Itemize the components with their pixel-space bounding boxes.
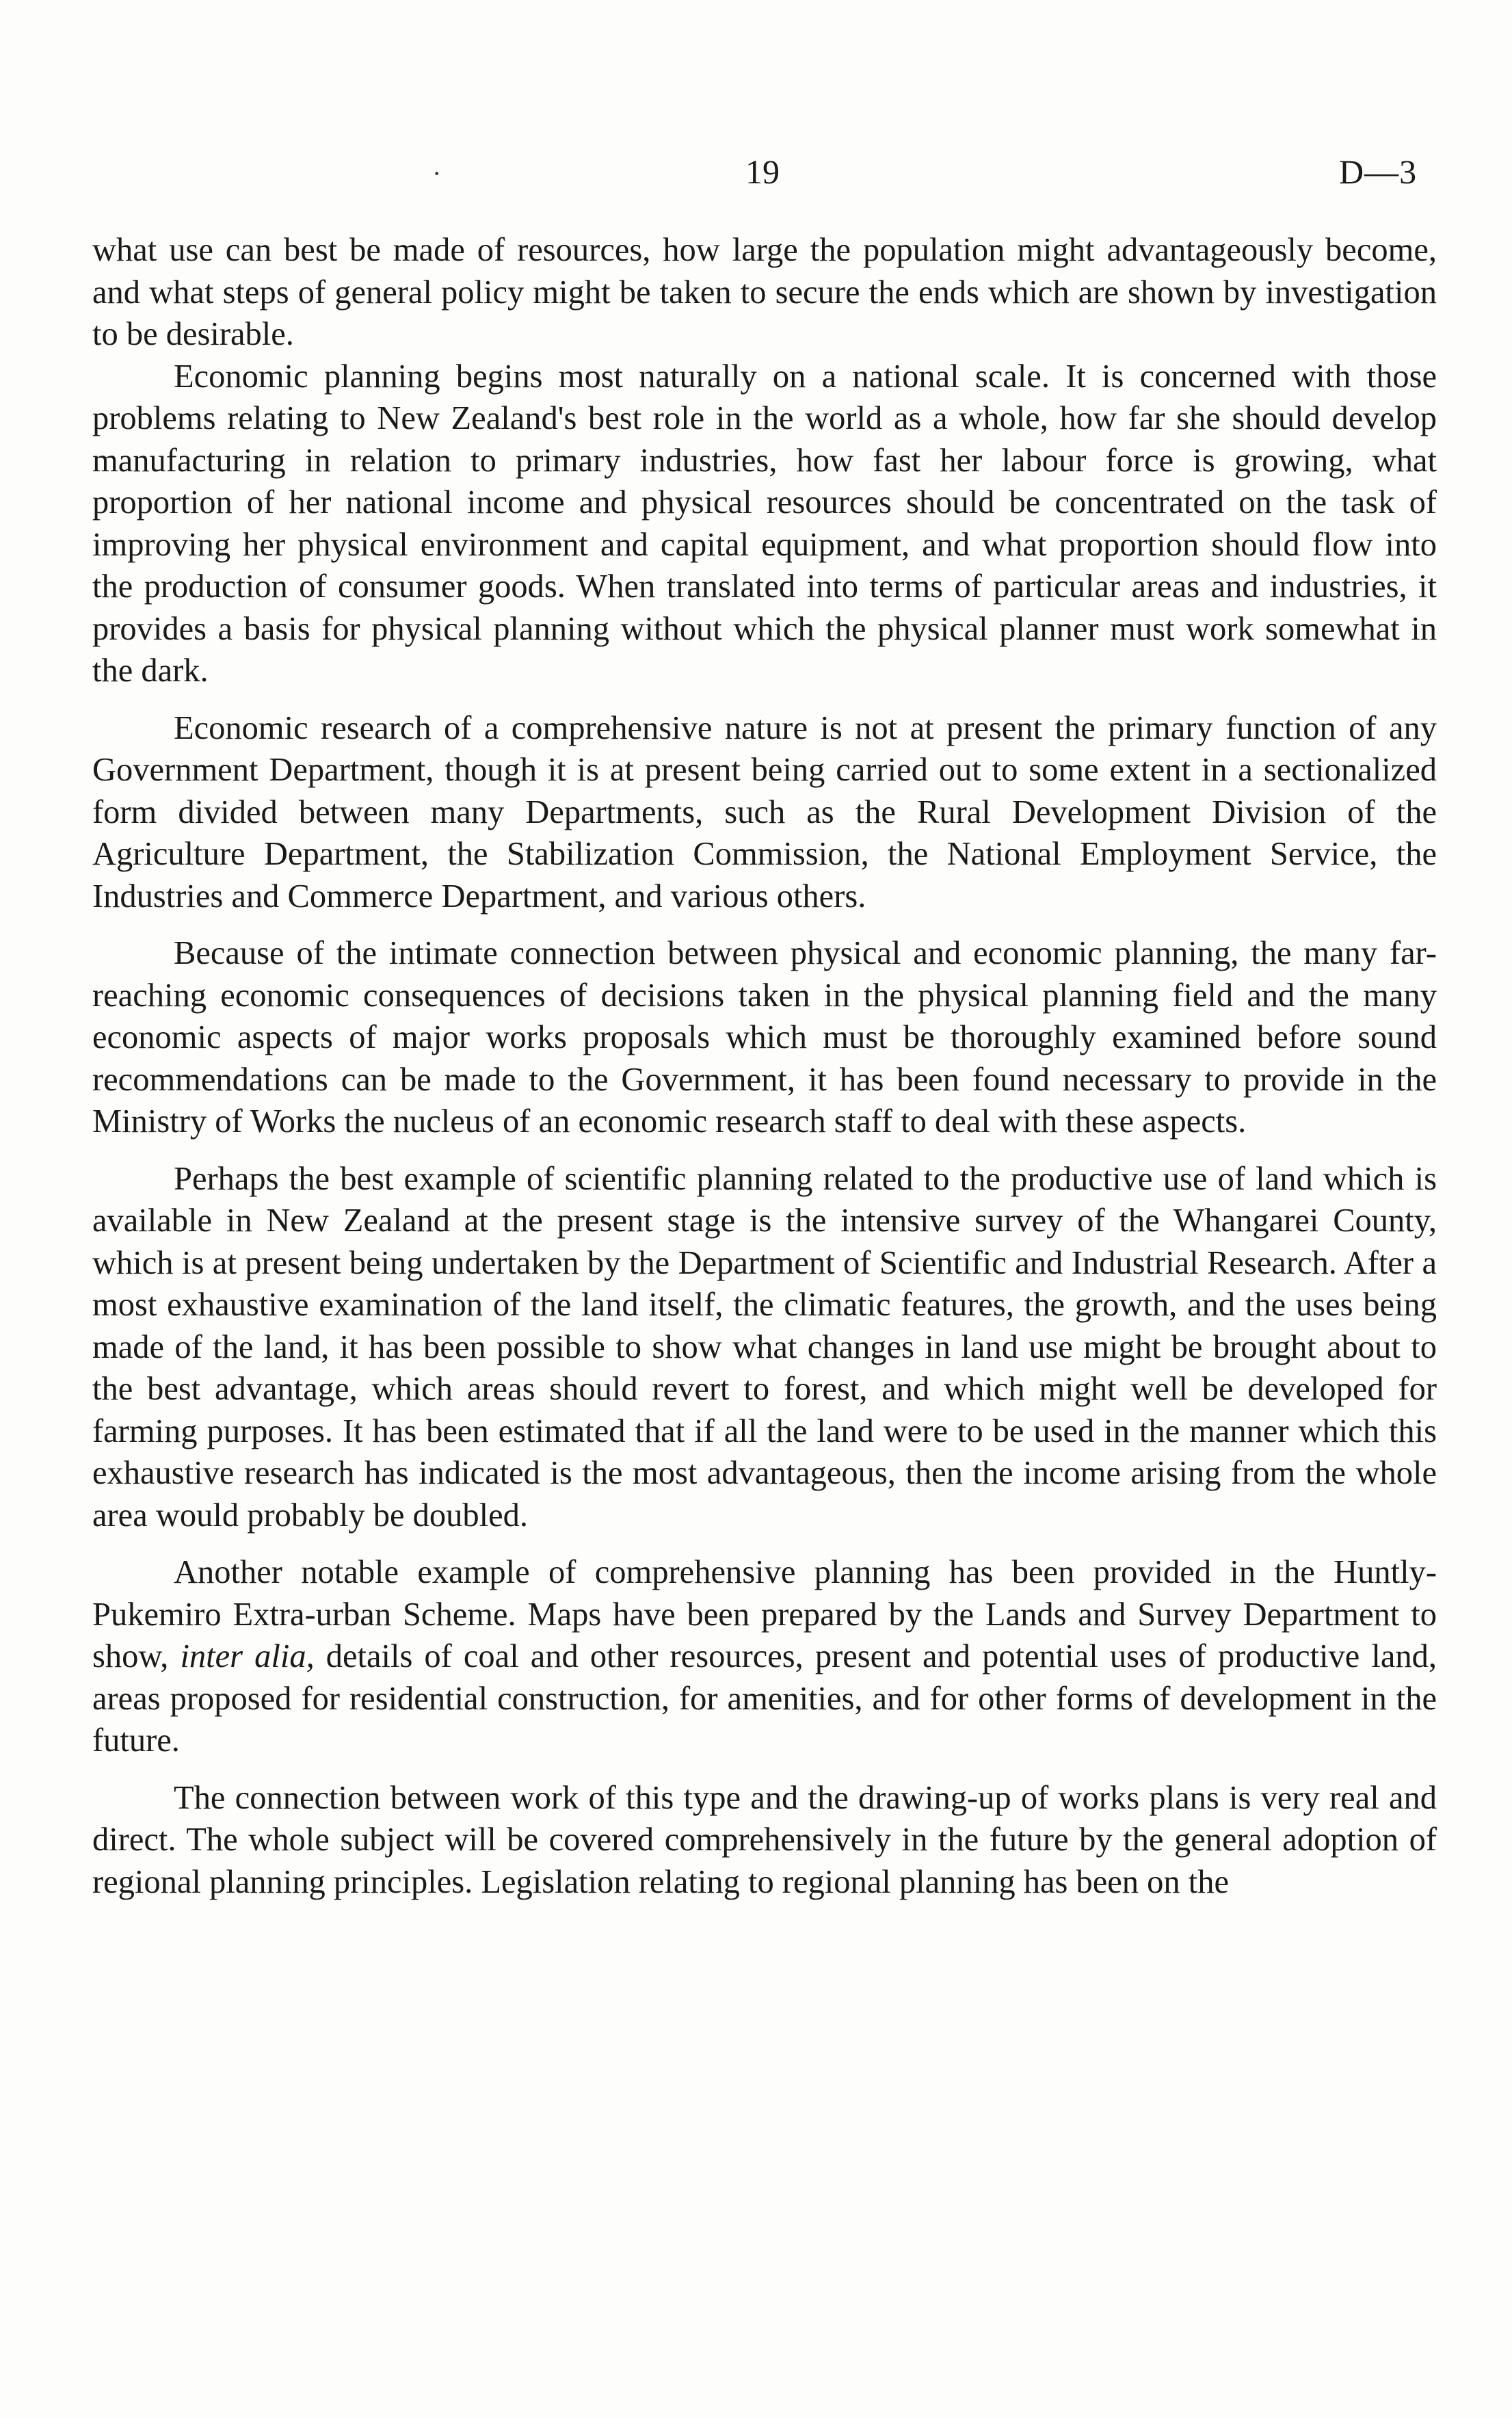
paragraph-continued: what use can best be made of resources, how large the population might advantageously become, and what steps of general policy might be taken to secure the ends which are shown by investigation to be desirable. <box>92 232 1437 352</box>
paragraph-text-end: details of coal and other resources, present and potential uses of productive land, areas proposed for residential construction, for amenities, and for other forms of development in the future. <box>92 1638 1437 1759</box>
paragraph-text-start: Another notable example of comprehensive planning has been provided in the Huntly-Pukemiro Extra-urban Scheme. Maps have been prepared by the Lands and Survey Department to show, <box>92 1554 1437 1674</box>
paragraph-huntly-pukemiro <box>92 1551 1437 1762</box>
paragraph-economic-planning: Economic planning begins most naturally on a national scale. It is concerned with those problems relating to New Zealand's best role in the world as a whole, how far she should develop manufacturing in relation to primary industries, how fast her labour force is growing, what proportion of her national income and physical resources should be concentrated on the task of improving her physical environment and capital equipment, and what proportion should flow into the production of consumer goods. When translated into terms of particular areas and industries, it provides a basis for physical planning without which the physical planner must work somewhat in the dark. <box>92 358 1437 689</box>
paragraph-works-plans: The connection between work of this type and the drawing-up of works plans is very real and direct. The whole subject will be covered comprehensively in the future by the general adoption of regional planning principles. Legislation relating to regional planning has been on the <box>92 1779 1437 1900</box>
paragraph-intimate-connection: Because of the intimate connection between physical and economic planning, the many far-reaching economic consequences of decisions taken in the physical planning field and the many economic aspects of major works proposals which must be thoroughly examined before sound recommendations can be made to the Government, it has been found necessary to provide in the Ministry of Works the nucleus of an economic research staff to deal with these aspects. <box>92 935 1437 1140</box>
header-mark: · <box>432 158 442 189</box>
document-reference: D—3 <box>1339 153 1418 191</box>
body-text <box>92 229 1437 1903</box>
page-number: 19 <box>745 153 780 191</box>
page-header <box>0 152 1512 200</box>
italic-latin-phrase: inter alia, <box>180 1638 315 1674</box>
paragraph-whangarei-survey: Perhaps the best example of scientific planning related to the productive use of land which is available in New Zealand at the present stage is the intensive survey of the Whangarei County, which is at present being undertaken by the Department of Scientific and Industrial Research. After a most exhaustive examination of the land itself, the climatic features, the growth, and the uses being made of the land, it has been possible to show what changes in land use might be brought about to the best advantage, which areas should revert to forest, and which might well be developed for farming purposes. It has been estimated that if all the land were to be used in the manner which this exhaustive research has indicated is the most advantageous, then the income arising from the whole area would probably be doubled. <box>92 1160 1437 1534</box>
paragraph-economic-research: Economic research of a comprehensive nature is not at present the primary function of any Government Department, though it is at present being carried out to some extent in a sectionalized form divided between many Departments, such as the Rural Development Division of the Agriculture Department, the Stabilization Commission, the National Employment Service, the Industries and Commerce Department, and various others. <box>92 709 1437 915</box>
